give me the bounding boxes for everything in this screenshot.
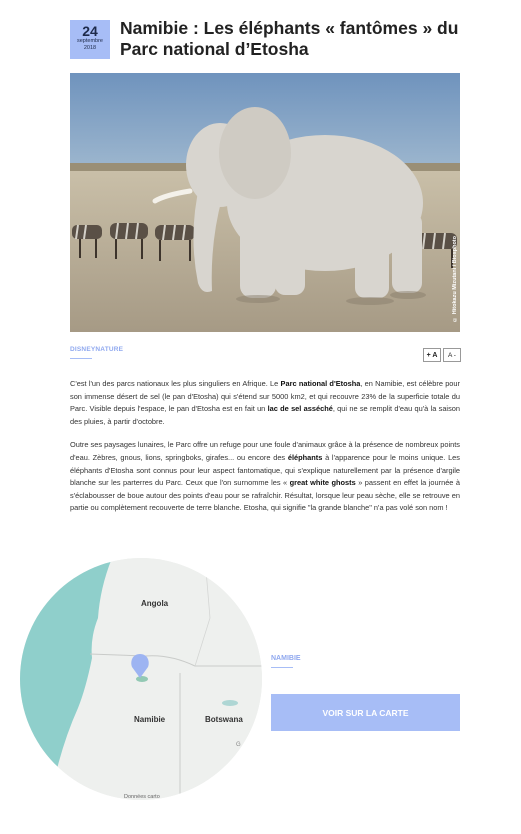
photo-credit: © Hitokazu Mizutani / Biosphoto	[452, 236, 458, 322]
bold-text: lac de sel asséché	[267, 404, 333, 414]
text-span: à l'apparence pour le moins unique. Les éléphants d'Etosha sont connus pour leur aspect fantomatique, qui s'explique naturellement par la présence d'argile blanche sur les parterres du Parc. Ceux que l'on surnomme les «	[70, 452, 460, 488]
text-span: Outre ses paysages lunaires, le Parc offre un refuge pour une foule d'animaux grâce à la présence de nombreux points d'eau. Zèbres, gnous, lions, springboks, girafes... ou encore des	[70, 440, 460, 462]
date-badge	[70, 20, 110, 59]
date-month: septembre	[77, 38, 103, 44]
hero-image	[70, 73, 460, 332]
category-underline	[70, 358, 92, 359]
date-day: 24	[82, 23, 98, 39]
map-label-botswana: Botswana	[205, 715, 243, 724]
text-span: , qui ne se remplit d'eau qu'à la saison des pluies, à partir d'octobre.	[70, 404, 460, 426]
article-paragraph-2	[70, 439, 460, 515]
article-title: Namibie : Les éléphants « fantômes » du Parc national d’Etosha	[120, 18, 459, 59]
category-tag[interactable]: DISNEYNATURE	[70, 346, 124, 353]
map-label-partial: G	[236, 742, 241, 748]
view-on-map-button[interactable]: VOIR SUR LA CARTE	[271, 694, 460, 731]
date-year: 2018	[83, 45, 97, 51]
decrease-font-button[interactable]: A -	[443, 348, 461, 362]
text-span: » passent en effet la journée à s'éclabousser de boue autour des points d'eau pour se rafraîchir. Résultat, lorsque leur peau sèche, elle se retrouve en partie ou complètement recouverte de terre blanche. Etosha, qui signifie "la grande blanche" n'a pas volé son nom !	[70, 478, 460, 513]
text-span: C'est l'un des parcs nationaux les plus singuliers en Afrique. Le	[70, 379, 281, 388]
map-label-namibie: Namibie	[134, 715, 166, 724]
font-size-controls	[421, 348, 461, 362]
location-map[interactable]	[20, 558, 262, 800]
article-paragraph-1	[70, 378, 460, 428]
bold-text: éléphants	[287, 452, 323, 462]
text-span: , en Namibie, est célèbre pour son immense désert de sel (le pan d'Etosha) qui s'étend sur 5000 km2, et qui recouvre 23% de la superficie totale du Parc. Visible depuis l'espace, le pan d'Etosha est en fait un	[70, 379, 460, 414]
bold-text: Parc national d'Etosha	[280, 379, 361, 388]
map-attribution: Données carto	[124, 794, 160, 800]
article-body	[70, 378, 460, 526]
bold-text: great white ghosts	[289, 478, 356, 488]
map-tag-underline	[271, 667, 293, 668]
increase-font-button[interactable]: + A	[423, 348, 441, 362]
map-country-tag[interactable]: NAMIBIE	[271, 655, 301, 662]
map-label-angola: Angola	[141, 599, 169, 608]
